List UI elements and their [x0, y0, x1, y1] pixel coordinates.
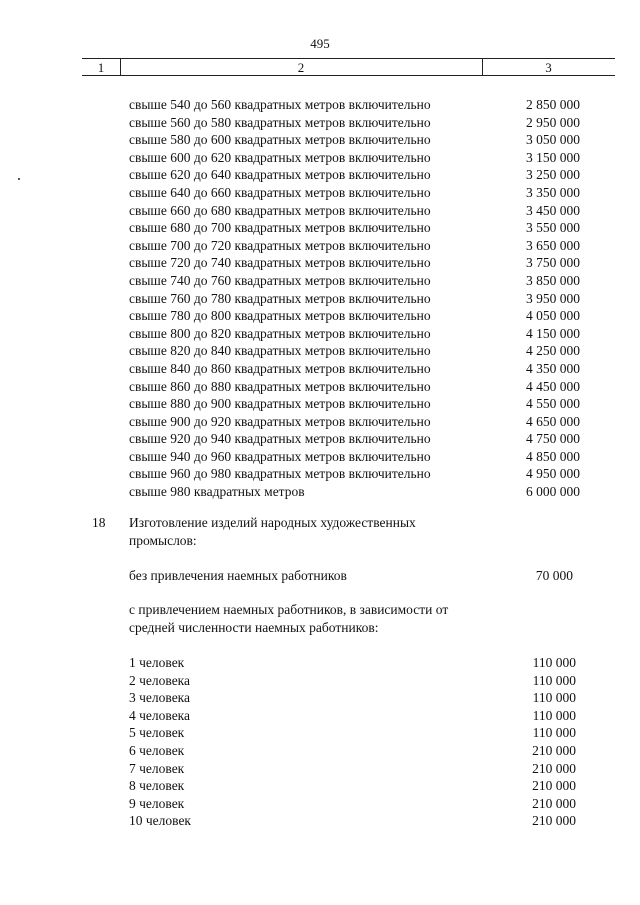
row-label: свыше 820 до 840 квадратных метров включительно [129, 343, 431, 359]
row-label: 7 человек [129, 760, 185, 776]
row-label: свыше 920 до 940 квадратных метров включительно [129, 431, 431, 447]
table-row [0, 413, 640, 431]
row-label: 6 человек [129, 742, 185, 758]
item-number: 18 [92, 515, 106, 530]
row-value: 210 000 [532, 778, 576, 794]
row-label: свыше 780 до 800 квадратных метров включительно [129, 308, 431, 324]
row-value: 4 550 000 [526, 396, 580, 412]
row-value: 3 750 000 [526, 255, 580, 271]
row-value: 3 250 000 [526, 167, 580, 183]
table-row [0, 812, 640, 830]
table-row [0, 254, 640, 272]
table-row [0, 395, 640, 413]
area-tier-list [0, 96, 640, 501]
row-value: 110 000 [532, 690, 576, 706]
table-header [82, 58, 615, 76]
row-value: 110 000 [532, 672, 576, 688]
row-label: свыше 720 до 740 квадратных метров включительно [129, 255, 431, 271]
table-row [0, 237, 640, 255]
row-label: свыше 880 до 900 квадратных метров включительно [129, 396, 431, 412]
row-value: 4 150 000 [526, 325, 580, 341]
table-row [0, 777, 640, 795]
row-value: 3 350 000 [526, 184, 580, 200]
row-label: свыше 800 до 820 квадратных метров включительно [129, 325, 431, 341]
table-row [0, 325, 640, 343]
row-value: 3 850 000 [526, 272, 580, 288]
table-row [0, 131, 640, 149]
row-value: 210 000 [532, 813, 576, 829]
row-value: 210 000 [532, 742, 576, 758]
table-row [0, 795, 640, 813]
row-label: 1 человек [129, 655, 185, 670]
row-label: свыше 760 до 780 квадратных метров включительно [129, 290, 431, 306]
row-label: свыше 840 до 860 квадратных метров включительно [129, 360, 431, 376]
row-value: 3 450 000 [526, 202, 580, 218]
table-row [0, 202, 640, 220]
page-number: 495 [310, 36, 330, 51]
row-value: 4 650 000 [526, 413, 580, 429]
row-value: 4 350 000 [526, 360, 580, 376]
hire-intro: с привлечением наемных работников, в зависимости от средней численности наемных работников: [129, 602, 449, 635]
row-value: 3 550 000 [526, 220, 580, 236]
table-row [0, 742, 640, 760]
row-value: 3 150 000 [526, 149, 580, 165]
row-value: 110 000 [532, 655, 576, 670]
table-row [0, 672, 640, 690]
table-row [0, 707, 640, 725]
row-label: 4 человека [129, 707, 191, 723]
row-label: 2 человека [129, 672, 191, 688]
row-label: 9 человек [129, 795, 185, 811]
table-row [0, 342, 640, 360]
row-label: свыше 940 до 960 квадратных метров включительно [129, 448, 431, 464]
table-row [0, 465, 640, 483]
table-row [0, 166, 640, 184]
row-value: 4 050 000 [526, 308, 580, 324]
row-value: 2 850 000 [526, 97, 580, 112]
row-value: 3 650 000 [526, 237, 580, 253]
item-title: Изготовление изделий народных художественных промыслов: [129, 515, 416, 548]
row-value: 3 050 000 [526, 132, 580, 148]
row-value: 4 850 000 [526, 448, 580, 464]
row-label: свыше 580 до 600 квадратных метров включительно [129, 132, 431, 148]
row-label: свыше 620 до 640 квадратных метров включительно [129, 167, 431, 183]
row-label: 5 человек [129, 725, 185, 741]
no-hire-label: без привлечения наемных работников [129, 568, 347, 583]
row-value: 210 000 [532, 760, 576, 776]
row-value: 3 950 000 [526, 290, 580, 306]
row-label: свыше 960 до 980 квадратных метров включительно [129, 466, 431, 482]
row-label: 3 человека [129, 690, 191, 706]
row-label: свыше 600 до 620 квадратных метров включительно [129, 149, 431, 165]
table-row [0, 689, 640, 707]
row-value: 4 750 000 [526, 431, 580, 447]
row-value: 6 000 000 [526, 484, 580, 500]
table-row [0, 184, 640, 202]
row-value: 110 000 [532, 725, 576, 741]
row-value: 2 950 000 [526, 114, 580, 130]
row-label: свыше 560 до 580 квадратных метров включительно [129, 114, 431, 130]
row-label: свыше 640 до 660 квадратных метров включительно [129, 184, 431, 200]
table-row [0, 483, 640, 501]
row-label: свыше 860 до 880 квадратных метров включительно [129, 378, 431, 394]
row-label: свыше 700 до 720 квадратных метров включительно [129, 237, 431, 253]
row-value: 210 000 [532, 795, 576, 811]
table-row [0, 724, 640, 742]
row-value: 4 250 000 [526, 343, 580, 359]
row-value: 4 450 000 [526, 378, 580, 394]
row-label: свыше 680 до 700 квадратных метров включительно [129, 220, 431, 236]
header-col-3: 3 [545, 60, 552, 75]
row-label: 10 человек [129, 813, 191, 829]
table-row [0, 114, 640, 132]
row-label: свыше 900 до 920 квадратных метров включительно [129, 413, 431, 429]
header-col-2: 2 [297, 60, 305, 75]
table-row [0, 448, 640, 466]
table-row [0, 96, 640, 114]
no-hire-value: 70 000 [535, 568, 573, 583]
table-row [0, 760, 640, 778]
row-label: свыше 980 квадратных метров [129, 484, 305, 500]
table-row [0, 272, 640, 290]
employee-count-list [0, 654, 640, 830]
table-row [0, 149, 640, 167]
table-row [0, 430, 640, 448]
table-row [0, 290, 640, 308]
row-label: свыше 540 до 560 квадратных метров включительно [129, 97, 431, 112]
row-label: свыше 740 до 760 квадратных метров включительно [129, 272, 431, 288]
row-label: 8 человек [129, 778, 185, 794]
table-row [0, 654, 640, 672]
table-row [0, 219, 640, 237]
table-row [0, 378, 640, 396]
row-value: 110 000 [532, 707, 576, 723]
table-row [0, 307, 640, 325]
row-label: свыше 660 до 680 квадратных метров включительно [129, 202, 431, 218]
table-row [0, 360, 640, 378]
header-col-1: 1 [97, 60, 105, 75]
row-value: 4 950 000 [526, 466, 580, 482]
